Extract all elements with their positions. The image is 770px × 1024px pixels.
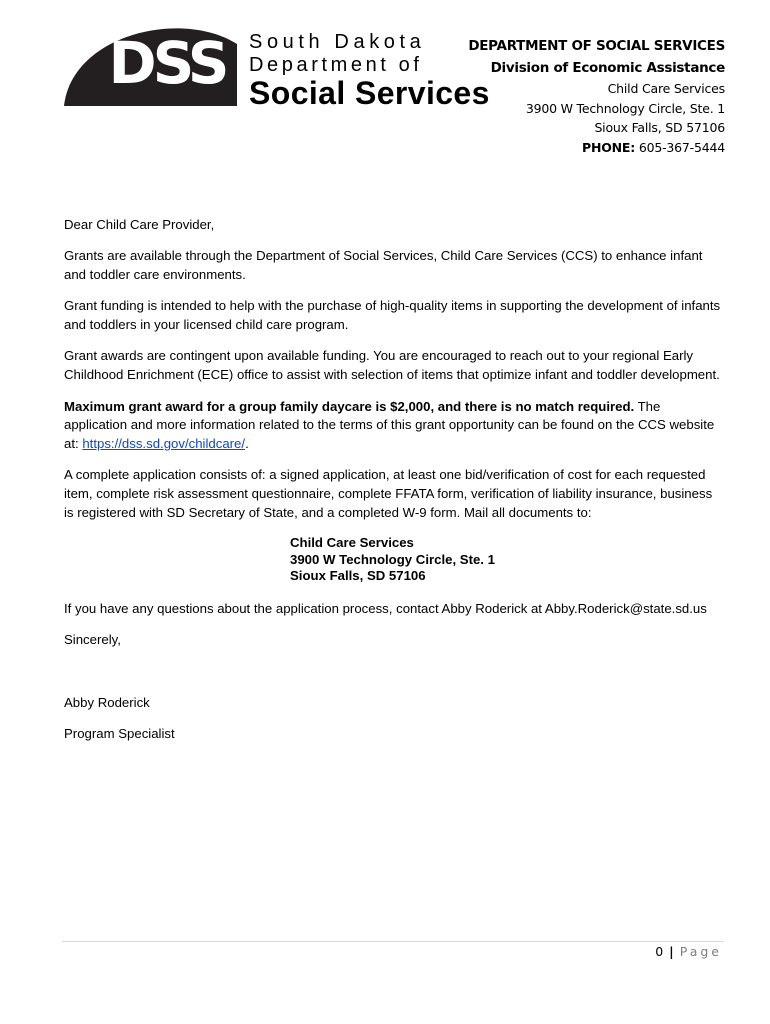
- page-separator: |: [669, 944, 674, 959]
- paragraph-grants-available: Grants are available through the Department of Social Services, Child Care Services (CCS) to enhance infant and toddler care environments.: [64, 248, 703, 283]
- office-city: Sioux Falls, SD 57106: [594, 120, 725, 135]
- page-label: Page: [679, 944, 722, 959]
- application-info-text: The application and more information related to the terms of this grant opportunity can be found on the CCS website at:: [64, 398, 715, 452]
- signer-name: Abby Roderick: [64, 694, 150, 710]
- mailing-address-line1: Child Care Services: [290, 535, 414, 551]
- office-phone: [468, 138, 725, 158]
- paragraph-grant-awards: Grant awards are contingent upon available funding. You are encouraged to reach out to your regional Early Childhood Enrichment (ECE) office to assist with selection of items that optimize infant and toddler development.: [64, 348, 720, 383]
- paragraph-application-contents: A complete application consists of: a signed application, at least one bid/verification of cost for each requested item, complete risk assessment questionnaire, complete FFATA form, verification of liability insurance, business is registered with SD Secretary of State, and a completed W-9 form. Mail all documents to:: [64, 467, 713, 521]
- signer-title: Program Specialist: [64, 726, 175, 742]
- department-name: DEPARTMENT OF SOCIAL SERVICES: [468, 38, 725, 54]
- office-street: 3900 W Technology Circle, Ste. 1: [525, 100, 725, 116]
- division-name: Division of Economic Assistance: [490, 60, 725, 76]
- dss-logo: [62, 14, 490, 114]
- phone-number: 605-367-5444: [638, 139, 725, 155]
- maximum-award-statement: Maximum grant award for a group family daycare is $2,000, and there is no match required.: [64, 398, 635, 414]
- department-address-block: [468, 36, 725, 157]
- mailing-address: [290, 535, 724, 585]
- logo-text-state: South Dakota: [249, 31, 426, 53]
- page-number: 0: [655, 944, 664, 959]
- mailing-address-line2: 3900 W Technology Circle, Ste. 1: [290, 551, 495, 567]
- closing: Sincerely,: [64, 632, 121, 648]
- phone-label: PHONE:: [582, 139, 636, 155]
- page-footer: [655, 944, 722, 959]
- paragraph-questions-contact: If you have any questions about the application process, contact Abby Roderick at Abby.Roderick@state.sd.us: [64, 600, 707, 616]
- logo-text-department: Department of: [249, 54, 423, 76]
- dss-logo-mark: DSS: [108, 29, 226, 97]
- paragraph-maximum-award: [64, 398, 724, 454]
- salutation: Dear Child Care Provider,: [64, 217, 215, 232]
- logo-text-social-services: Social Services: [249, 75, 490, 111]
- period: .: [245, 436, 249, 452]
- office-name: Child Care Services: [607, 81, 725, 96]
- mailing-address-line3: Sioux Falls, SD 57106: [290, 568, 426, 584]
- paragraph-grant-funding: Grant funding is intended to help with the purchase of high-quality items in supporting the development of infants and toddlers in your licensed child care program.: [64, 298, 721, 333]
- letter-body: [64, 216, 724, 757]
- footer-divider: [62, 941, 724, 942]
- ccs-website-link[interactable]: https://dss.sd.gov/childcare/: [82, 436, 246, 452]
